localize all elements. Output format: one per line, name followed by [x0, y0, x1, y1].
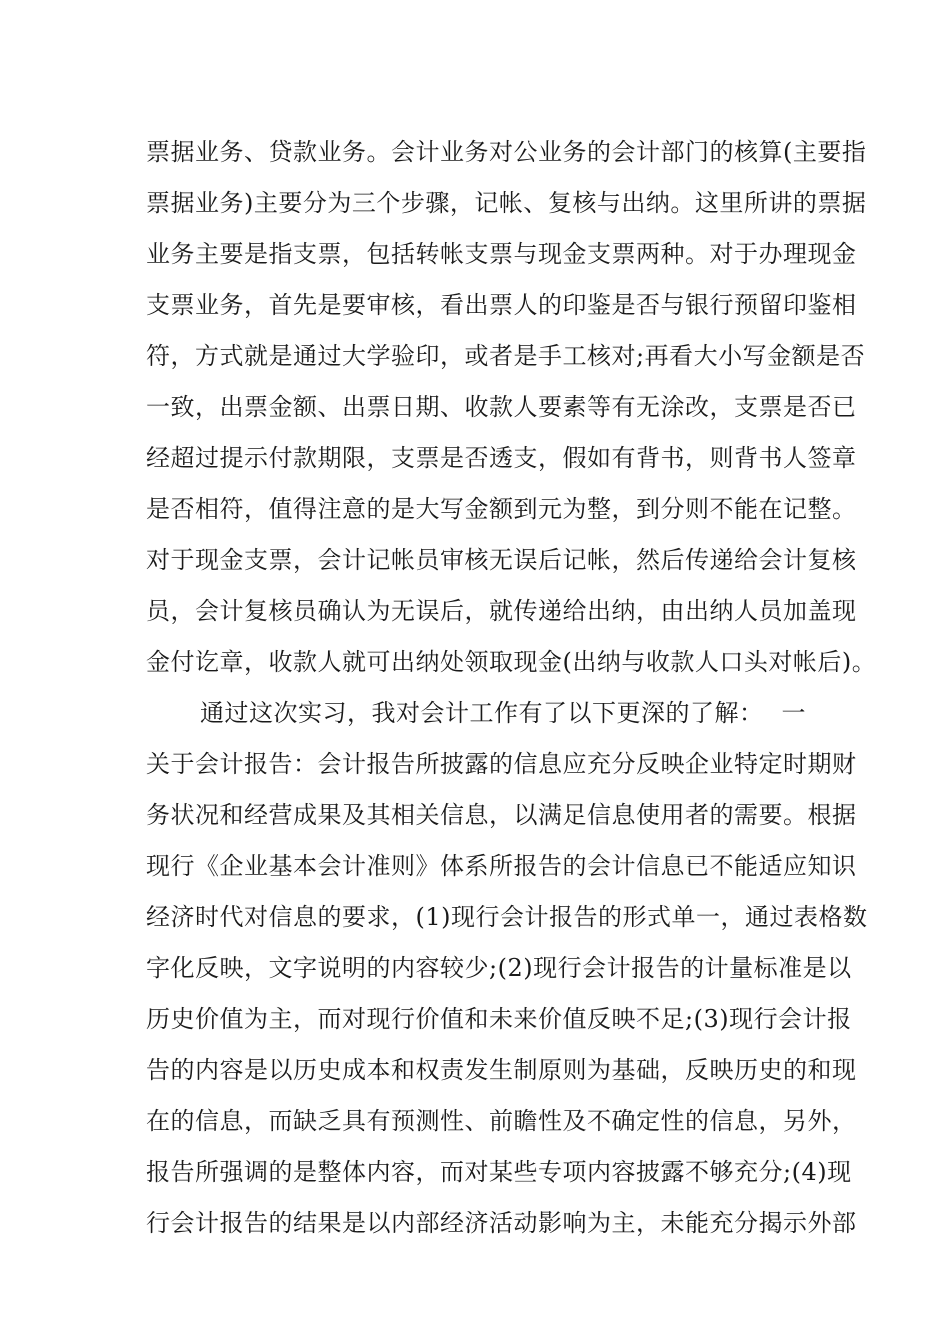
text-line: 字化反映，文字说明的内容较少;(2)现行会计报告的计量标准是以: [146, 954, 852, 982]
paragraph-opening-text: 通过这次实习，我对会计工作有了以下更深的了解：: [200, 699, 764, 727]
paragraph-opening-tail: 一: [781, 699, 806, 727]
text-line: 员，会计复核员确认为无误后，就传递给出纳，由出纳人员加盖现: [146, 597, 857, 625]
text-line: 符，方式就是通过大学验印，或者是手工核对;再看大小写金额是否: [146, 342, 866, 370]
text-line: 支票业务，首先是要审核，看出票人的印鉴是否与银行预留印鉴相: [146, 291, 857, 319]
paragraph-first-line: [200, 693, 806, 733]
text-line: 票据业务、贷款业务。会计业务对公业务的会计部门的核算(主要指: [146, 138, 867, 166]
text-line: 历史价值为主，而对现行价值和未来价值反映不足;(3)现行会计报: [146, 1005, 852, 1033]
text-line: 经超过提示付款期限，支票是否透支，假如有背书，则背书人签章: [146, 444, 857, 472]
text-line: 关于会计报告：会计报告所披露的信息应充分反映企业特定时期财: [146, 750, 857, 778]
text-line: 对于现金支票，会计记帐员审核无误后记帐，然后传递给会计复核: [146, 546, 857, 574]
text-line: 报告所强调的是整体内容，而对某些专项内容披露不够充分;(4)现: [146, 1158, 852, 1186]
text-line: 现行《企业基本会计准则》体系所报告的会计信息已不能适应知识: [146, 852, 857, 880]
text-line: 务状况和经营成果及其相关信息，以满足信息使用者的需要。根据: [146, 801, 857, 829]
text-line: 金付讫章，收款人就可出纳处领取现金(出纳与收款人口头对帐后)。: [146, 648, 877, 676]
text-line: 告的内容是以历史成本和权责发生制原则为基础，反映历史的和现: [146, 1056, 857, 1084]
text-line: 是否相符，值得注意的是大写金额到元为整，到分则不能在记整。: [146, 495, 857, 523]
text-line: 行会计报告的结果是以内部经济活动影响为主，未能充分揭示外部: [146, 1209, 857, 1237]
text-line: 经济时代对信息的要求，(1)现行会计报告的形式单一，通过表格数: [146, 903, 868, 931]
text-line: 业务主要是指支票，包括转帐支票与现金支票两种。对于办理现金: [146, 240, 857, 268]
text-line: 一致，出票金额、出票日期、收款人要素等有无涂改，支票是否已: [146, 393, 857, 421]
text-line: 在的信息，而缺乏具有预测性、前瞻性及不确定性的信息，另外，: [146, 1107, 857, 1135]
text-line: 票据业务)主要分为三个步骤，记帐、复核与出纳。这里所讲的票据: [146, 189, 867, 217]
